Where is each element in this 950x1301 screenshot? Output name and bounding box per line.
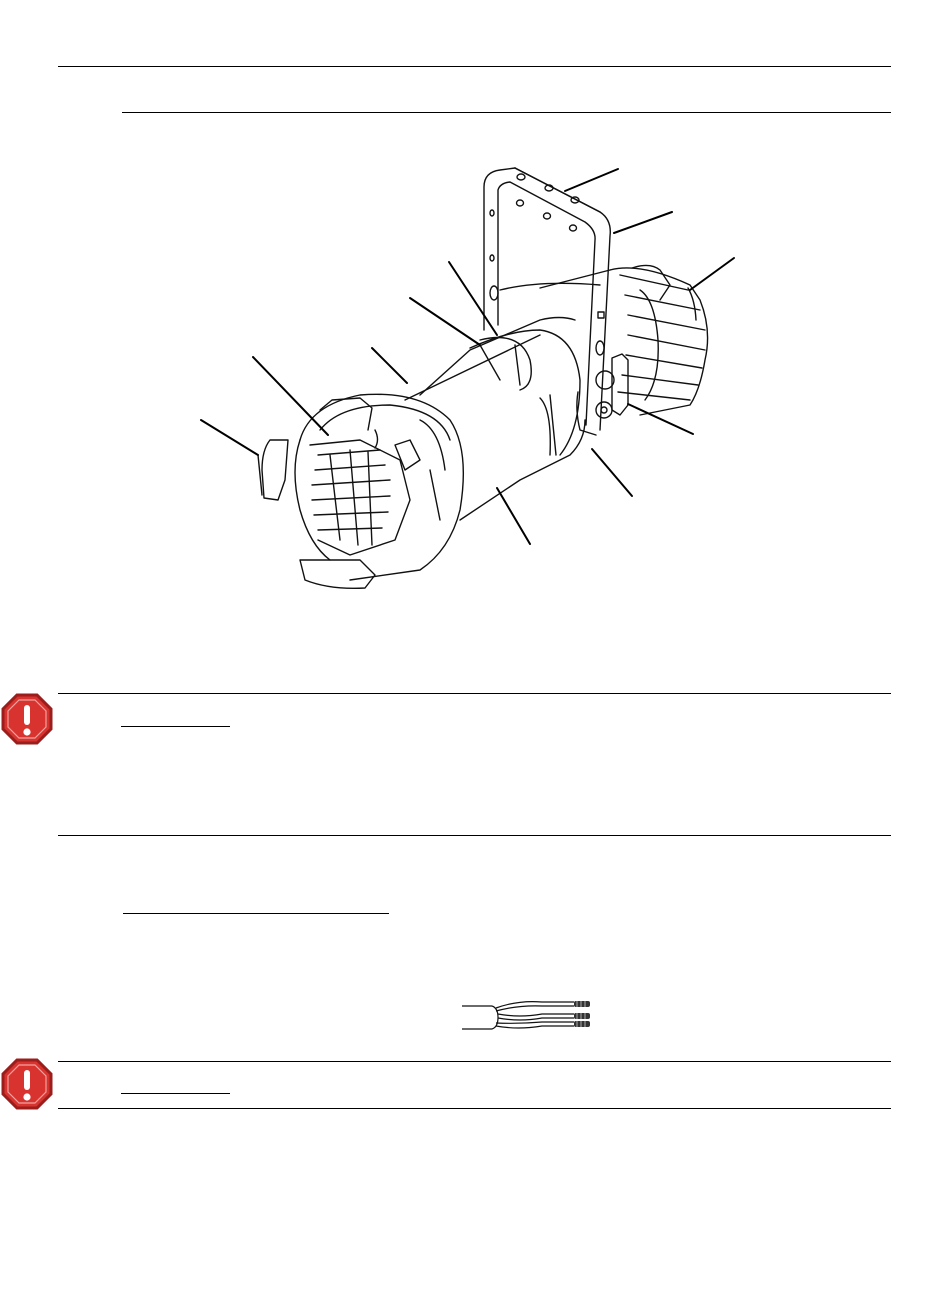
section-heading-underline [123, 913, 389, 914]
warning-top-rule [58, 693, 891, 694]
warning2-heading-underline [121, 1093, 230, 1094]
warning2-top-rule [58, 1061, 891, 1062]
fixture-diagram [0, 0, 950, 620]
barrel [405, 270, 610, 520]
stop-sign-exclamation-icon [0, 692, 54, 746]
power-cable-figure [458, 996, 598, 1036]
yoke [484, 168, 610, 430]
front-tube [258, 394, 463, 588]
warning-heading-underline [121, 726, 230, 727]
leader-lines [201, 169, 734, 544]
warning-icon [0, 692, 54, 746]
warning2-bottom-rule [58, 1108, 891, 1109]
stop-sign-exclamation-icon [0, 1057, 54, 1111]
warning-bottom-rule [58, 835, 891, 836]
warning2-icon [0, 1057, 54, 1111]
